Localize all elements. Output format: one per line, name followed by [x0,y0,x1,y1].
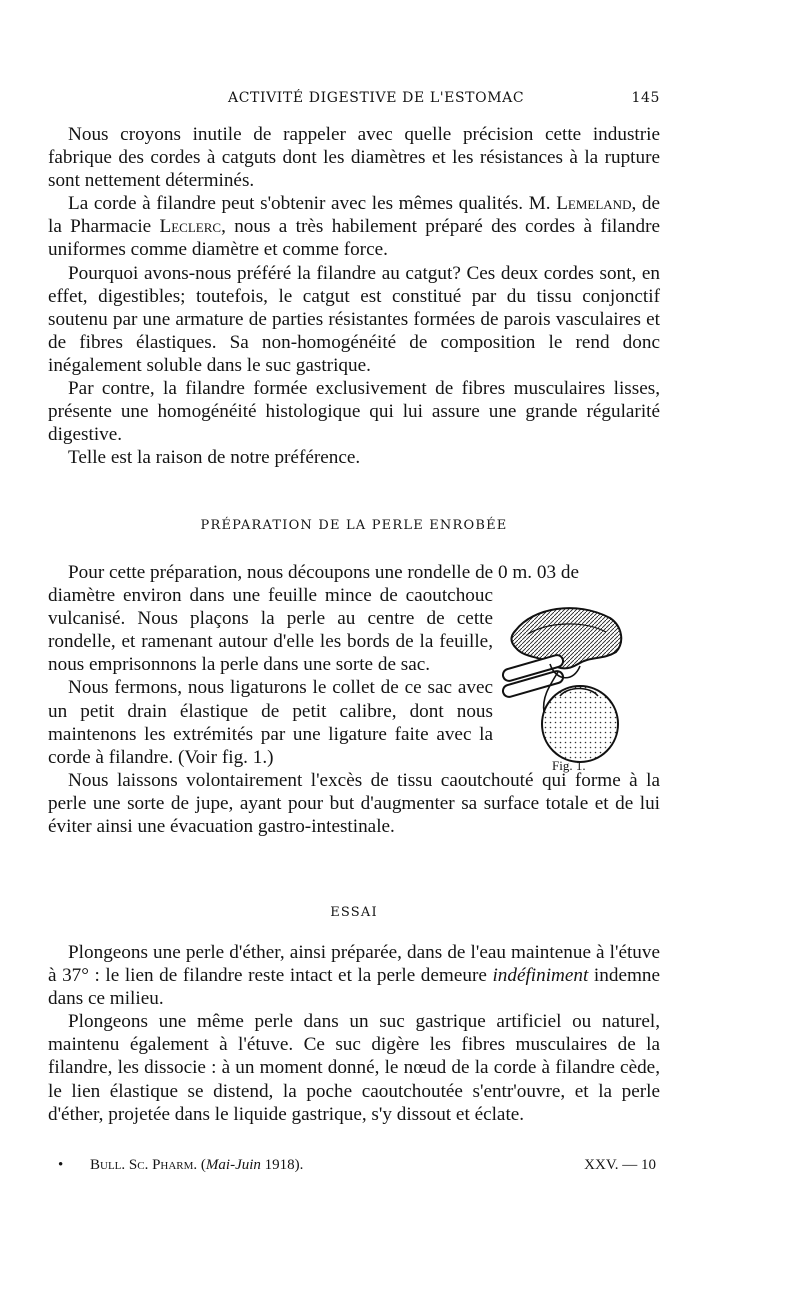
figure-caption: Fig. 1. [552,758,586,773]
figure-1-pearl-illustration [498,600,628,780]
paragraph-homogeneity: Par contre, la filandre formée exclusivement de fibres musculaires lisses, présente une homogénéité histologique qui lui assure une grande régularité digestive. [48,378,660,446]
paragraph-water-test: Plongeons une perle d'éther, ainsi préparée, dans de l'eau maintenue à l'étuve à 37° : le lien de filandre reste intact et la perle demeure indéfiniment indemne dans ce milieu. [48,942,660,1010]
paragraph-gastric-test: Plongeons une même perle dans un suc gastrique artificiel ou naturel, maintenu également à l'étuve. Ce suc digère les fibres musculaires de la filandre, les dissocie : à un moment donné, le nœud de la corde à filandre cède, le lien élastique se distend, la poche caoutchoutée s'entr'ouvre, et la perle d'éther, projetée dans le liquide gastrique, s'y dissout et éclate. [48,1011,660,1125]
page-number: 145 [631,90,660,106]
paragraph-rondelle: diamètre environ dans une feuille mince de caoutchouc vulcanisé. Nous plaçons la perle au centre de cette rondelle, et ramenant autour d'elle les bords de la feuille, nous emprisonnons la perle dans une sorte de sac. [48,585,493,676]
running-title: ACTIVITÉ DIGESTIVE DE L'ESTOMAC [228,90,525,106]
rubber-skirt-shape [512,608,622,668]
section-heading-essai: ESSAI [330,905,378,920]
preparation-first-line: Pour cette préparation, nous découpons une rondelle de 0 m. 03 de [68,562,579,583]
author-name-lemeland: Lemeland [556,193,632,215]
volume-signature: XXV. — 10 [584,1157,656,1173]
footer-bullet: • [58,1157,64,1173]
paragraph-filandre-quality: La corde à filandre peut s'obtenir avec les mêmes qualités. M. Lemeland, de la Pharmacie Leclerc, nous a très habilement préparé des cordes à filandre uniformes comme diamètre et comme force. [48,193,660,261]
paragraph-jupe: Nous laissons volontairement l'excès de tissu caoutchouté qui forme à la perle une sorte de jupe, ayant pour but d'augmenter sa surface totale et de lui éviter ainsi une évacuation gastro-intestinale. [48,769,660,838]
essai-text-block [48,941,660,1126]
emphasis-indefiniment: indéfiniment [492,965,589,987]
paragraph-ligature: Nous fermons, nous ligaturons le collet de ce sac avec un petit drain élastique de petit calibre, dont nous maintenons les extrémités par une ligature faite avec la corde à filandre. (Voir fig. 1.) [48,677,493,768]
journal-reference: Bull. Sc. Pharm. (Mai-Juin 1918). [90,1157,304,1173]
paragraph-preference: Telle est la raison de notre préférence. [68,447,361,469]
paragraph-catgut-precision: Nous croyons inutile de rappeler avec quelle précision cette industrie fabrique des cordes à catguts dont les diamètres et les résistances à la rupture sont nettement déterminés. [48,124,660,192]
running-header [48,90,660,112]
section-heading-preparation: PRÉPARATION DE LA PERLE ENROBÉE [200,518,508,533]
paragraph-why-filandre: Pourquoi avons-nous préféré la filandre au catgut? Ces deux cordes sont, en effet, digestibles; toutefois, le catgut est constitué par du tissu conjonctif soutenu par une armature de parties résistantes formées de parois vasculaires et de fibres élastiques. Sa non-homogénéité de composition le rend donc inégalement soluble dans le suc gastrique. [48,262,660,376]
opening-text-block [48,123,660,469]
page-footer [48,1157,660,1179]
pharmacy-name-leclerc: Leclerc [159,216,222,238]
ether-pearl [542,686,618,762]
